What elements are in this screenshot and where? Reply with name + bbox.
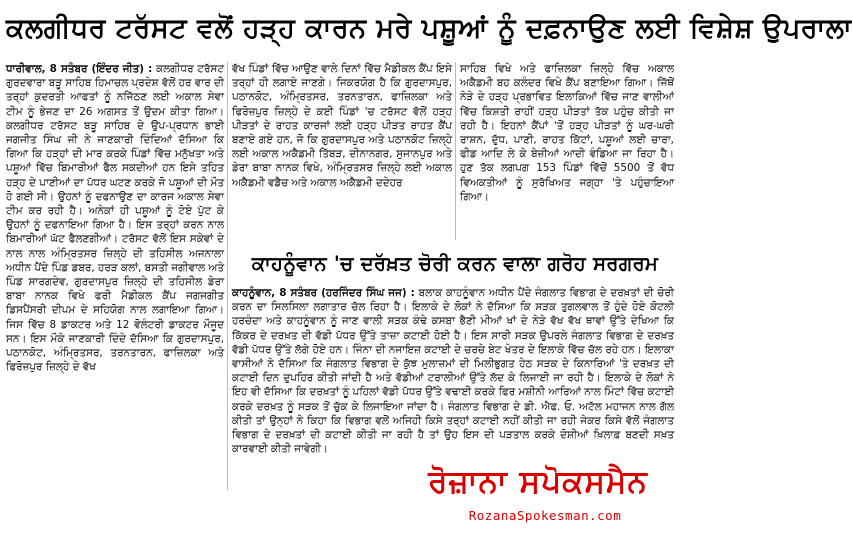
story1-text: ਕਲਗੀਧਰ ਟਰੱਸਟ ਗੁਰਦਵਾਰਾ ਬੜੂ ਸਾਹਿਬ ਹਿਮਾਚਲ ਪ੍ਰਦੇਸ਼ ਵੱਲੋਂ ਹਰ ਵਾਰ ਦੀ ਤਰ੍ਹਾਂ ਕੁਦਰਤੀ ਆਫਤਾਂ ਨੂੰ ਨਜਿੱਠਣ ਲਈ ਅਕਾਲ ਸੇਵਾ ਟੀਮ ਨੂੰ ਭੇਜਣ ਦਾ 26 ਅਗਸਤ ਤੋਂ ਉਦਮ ਕੀਤਾ ਗਿਆ। ਕਲਗੀਧਰ ਟਰੱਸਟ ਬੜੂ ਸਾਹਿਬ ਦੇ ਉਪ-ਪ੍ਰਧਾਨ ਭਾਈ ਜਗਜੀਤ ਸਿੰਘ ਜੀ ਨੇ ਜਾਣਕਾਰੀ ਦਿੰਦਿਆਂ ਦੱਸਿਆ ਕਿ ਗਿਆ ਕਿ ਹੜ੍ਹਾਂ ਦੀ ਮਾਰ ਕਰਕੇ ਪਿੰਡਾਂ ਵਿੱਚ ਮਨੁੱਖਤਾ ਅਤੇ ਪਸ਼ੂਆਂ ਵਿੱਚ ਬਿਮਾਰੀਆਂ ਫੈਲ ਸਕਦੀਆਂ ਹਨ ਇਸੇ ਤਹਿਤ ਹੜ੍ਹ ਦੇ ਪਾਣੀਆਂ ਦਾ ਪੱਧਰ ਘਟਣ ਕਰਕੇ ਜੋ ਪਸ਼ੂਆਂ ਦੀ ਮੌਤ ਹੋ ਗਈ ਸੀ। ਉਹਨਾਂ ਨੂੰ ਦਫਨਾਉਣ ਦਾ ਕਾਰਜ ਅਕਾਲ ਸੇਵਾ ਟੀਮ ਕਰ ਰਹੀ ਹੈ। ਅਨੇਕਾਂ ਹੀ ਪਸ਼ੂਆਂ ਨੂੰ ਟੋਏ ਪੁੱਟ ਕੇ ਉਹਨਾਂ ਨੂੰ ਦਫਨਾਇਆ ਗਿਆ ਹੈ। ਇਸ ਤਰ੍ਹਾਂ ਕਰਨ ਨਾਲ ਬਿਮਾਰੀਆਂ ਘੱਟ ਫੈਲਣਗੀਆਂ। ਟਰੱਸਟ ਵੱਲੋਂ ਇਸ ਸਕੇਵਾਂ ਦੇ ਨਾਲ ਨਾਲ ਅੰਮ੍ਰਿਤਸਰ ਜ਼ਿਲ੍ਹੇ ਦੀ ਤਹਿਸੀਲ ਅਜਨਾਲਾ ਅਧੀਨ ਪੈਂਦੇ ਪਿੰਡ ਡਬਰ, ਹਰੜ ਕਲਾਂ, ਬਸਤੀ ਜਗੀਵਾਲ ਅਤੇ ਪਿੰਡ ਸਾਰਗਦੇਵ, ਗੁਰਦਾਸਪੁਰ ਜ਼ਿਲ੍ਹੇ ਦੀ ਤਹਿਸੀਲ ਡੇਰਾ ਬਾਬਾ ਨਾਨਕ ਵਿਖੇ ਫਰੀ ਮੈਡੀਕਲ ਕੈਂਪ ਜਗਜਗੀਤ ਡਿਸਪੈਂਸਰੀ ਦੀਪਮ ਦੇ ਸਹਿਯੋਗ ਨਾਲ ਲਗਾਇਆ ਗਿਆ। ਜਿਸ ਵਿੱਚ 8 ਡਾਕਟਰ ਅਤੇ 12 ਵੋਲੰਟਰੀ ਡਾਕਟਰ ਮੌਜੂਦ ਸਨ। ਇਸ ਮੌਕੇ ਜਾਣਕਾਰੀ ਦਿੰਦੇ ਦੱਸਿਆ ਕਿ ਗੁਰਦਾਸਪੁਰ, ਪਠਾਨਕੋਟ, ਅੰਮ੍ਰਿਤਸਰ, ਤਰਨਤਾਰਨ, ਫਾਜ਼ਿਲਕਾ ਅਤੇ ਫਿਰੋਜ਼ਪੁਰ ਜ਼ਿਲ੍ਹੇ ਦੇ ਵੱਖ (6, 63, 225, 374)
story1-column-1 (6, 62, 224, 490)
story2-dateline: ਕਾਹਨੂੰਵਾਨ, 8 ਸਤੰਬਰ (ਹਰਜਿੰਦਰ ਸਿੰਘ ਜਜ) : (232, 287, 415, 299)
column-divider (455, 62, 456, 240)
newspaper-masthead-logo: ਰੋਜ਼ਾਨਾ ਸਪੋਕਸਮੈਨ (428, 464, 648, 500)
story1-text: ਵੱਖ ਪਿੰਡਾਂ ਵਿੱਚ ਆਉਣ ਵਾਲੇ ਦਿਨਾਂ ਵਿੱਚ ਮੈਡੀਕਲ ਕੈਂਪ ਇਸੇ ਤਰ੍ਹਾਂ ਹੀ ਲਗਾਏ ਜਾਣਗੇ। ਜਿਕਰਯੋਗ ਹੈ ਕਿ ਗੁਰਦਾਸਪੁਰ, ਪਠਾਨਕੋਟ, ਅੰਮ੍ਰਿਤਸਰ, ਤਰਨਤਾਰਨ, ਫਾਜ਼ਿਲਕਾ ਅਤੇ ਫਿਰੋਜ਼ਪੁਰ ਜ਼ਿਲ੍ਹੇ ਦੇ ਕਈ ਪਿੰਡਾਂ 'ਚ ਟਰੱਸਟ ਵੱਲੋਂ ਹੜ੍ਹ ਪੀੜਤਾਂ ਦੇ ਰਾਹਤ ਕਾਰਜਾਂ ਲਈ ਹੜ੍ਹ ਪੀੜਤ ਰਾਹਤ ਕੈਂਪ ਬਣਾਏ ਗਏ ਹਨ, ਜੋ ਕਿ ਗੁਰਦਾਸਪੁਰ ਅਤੇ ਪਠਾਨਕੋਟ ਜ਼ਿਲ੍ਹੇ ਲਈ ਅਕਾਲ ਅਕੈਡਮੀ ਤਿੱਬੜ, ਦੀਨਾਨਗਰ, ਸੁਜਾਨਪੁਰ ਅਤੇ ਡੇਰਾ ਬਾਬਾ ਨਾਨਕ ਵਿਖੇ, ਅੰਮ੍ਰਿਤਸਰ ਜ਼ਿਲ੍ਹੇ ਲਈ ਅਕਾਲ ਅਕੈਡਮੀ ਵਡੈਚ ਅਤੇ ਅਕਾਲ ਅਕੈਡਮੀ ਦਦੇਹਰ (232, 63, 452, 189)
main-headline: ਕਲਗੀਧਰ ਟਰੱਸਟ ਵਲੋਂ ਹੜ੍ਹ ਕਾਰਨ ਮਰੇ ਪਸ਼ੂਆਂ ਨੂੰ ਦਫ਼ਨਾਉਣ ਲਈ ਵਿਸ਼ੇਸ਼ ਉਪਰਾਲਾ (6, 13, 852, 44)
story1-paragraph (6, 62, 224, 374)
story2-body (232, 286, 674, 456)
story2-headline: ਕਾਹਨੂੰਵਾਨ 'ਚ ਦਰੱਖ਼ਤ ਚੋਰੀ ਕਰਨ ਵਾਲਾ ਗਰੋਹ ਸਰਗਰਮ (251, 252, 659, 275)
story2-paragraph (232, 286, 674, 456)
story1-column-3 (460, 62, 674, 240)
story1-column-2 (232, 62, 452, 240)
column-divider (227, 62, 228, 490)
website-url: RozanaSpokesman.com (468, 508, 622, 523)
story1-dateline: ਧਾਰੀਵਾਲ, 8 ਸਤੰਬਰ (ਇੰਦਰ ਜੀਤ) : (6, 63, 153, 75)
story1-text: ਸਾਹਿਬ ਵਿਖੇ ਅਤੇ ਫਾਜ਼ਿਲਕਾ ਜ਼ਿਲ੍ਹੇ ਵਿੱਚ ਅਕਾਲ ਅਕੈਡਮੀ ਬਹ ਕਲੰਦਰ ਵਿਖੇ ਕੈਂਪ ਬਣਾਇਆ ਗਿਆ। ਜਿੱਥੋਂ ਨੇੜੇ ਦੇ ਹੜ੍ਹ ਪ੍ਰਭਾਵਿਤ ਇਲਾਕਿਆਂ ਵਿੱਚ ਜਾਣ ਵਾਲੀਆਂ ਵਿੱਚ ਕਿਸ਼ਤੀ ਰਾਹੀਂ ਹੜ੍ਹ ਪੀੜਤਾਂ ਤੱਕ ਪਹੁੰਚ ਕੀਤੀ ਜਾ ਰਹੀ ਹੈ। ਇਹਨਾਂ ਕੈਂਪਾਂ 'ਤੋਂ ਹੜ੍ਹ ਪੀੜਤਾਂ ਨੂੰ ਘਰ-ਘਰੀ ਰਾਸ਼ਨ, ਦੁੱਧ, ਪਾਣੀ, ਰਾਹਤ ਕਿੱਟਾਂ, ਪਸ਼ੂਆਂ ਲਈ ਚਾਰਾ, ਫੀਡ ਆਦਿ ਲੇ ਕੇ ਬੇਜ਼ੀਆਂ ਆਦੀ ਵੰਡਿਆ ਜਾ ਰਿਹਾ ਹੈ। ਹੁਣ ਤੱਕ ਲਗਪਗ 153 ਪਿੰਡਾਂ ਵਿੱਚੋਂ 5500 ਤੋਂ ਵੱਧ ਵਿਅਕਤੀਆਂ ਨੂੰ ਸੁਰੱਖਿਅਤ ਜਗ੍ਹਾ 'ਤੇ ਪਹੁੰਚਾਇਆ ਗਿਆ। (460, 63, 674, 203)
story2-text: ਬਲਾਕ ਕਾਹਨੂੰਵਾਨ ਅਧੀਨ ਪੈਂਦੇ ਜੰਗਲਾਤ ਵਿਭਾਗ ਦੇ ਦਰਖ਼ਤਾਂ ਦੀ ਚੋਰੀ ਕਰਨ ਦਾ ਸਿਲਸਿਲਾ ਲਗਾਤਾਰ ਚੱਲ ਰਿਹਾ ਹੈ। ਇਲਾਕੇ ਦੇ ਲੋਕਾਂ ਨੇ ਦੱਸਿਆ ਕਿ ਸੜਕ ਤੁਗਲਵਾਲ ਤੋਂ ਹੁੰਦੇ ਹੋਏ ਕੋਟਲੀ ਹਰਚੰਦਾ ਅਤੇ ਕਾਹਨੂੰਵਾਨ ਨੂੰ ਜਾਣ ਵਾਲੀ ਸੜਕ ਕੰਢੇ ਕਸਬਾ ਭੈਣੀ ਮੀਆਂ ਖਾਂ ਦੇ ਨੇੜੇ ਵੱਖ ਵੱਖ ਥਾਵਾਂ ਉੱਤੇ ਦੇਖਿਆ ਕਿ ਕਿੱਕਰ ਦੇ ਦਰਖ਼ਤ ਦੀ ਵੱਡੀ ਪੱਧਰ ਉੱਤੇ ਤਾਜ਼ਾ ਕਟਾਈ ਹੋਈ ਹੈ। ਇਸ ਸਾਰੀ ਸੜਕ ਉਪਰਲੇ ਜੰਗਲਾਤ ਵਿਭਾਗ ਦੇ ਦਰਖ਼ਤ ਵੱਡੀ ਪੱਧਰ ਉੱਤੇ ਲੱਗੇ ਹੋਏ ਹਨ। ਜਿੰਨਾ ਦੀ ਨਜਾਇਜ਼ ਕਟਾਈ ਦੇ ਚਰਚੇ ਬੇਟ ਖੇਤਰ ਦੇ ਇਲਾਕੇ ਵਿੱਚ ਚੱਲ ਰਹੇ ਹਨ। ਇਲਾਕਾ ਵਾਸੀਆਂ ਨੇ ਦੱਸਿਆ ਕਿ ਜੰਗਲਾਤ ਵਿਭਾਗ ਦੇ ਕੁੱਝ ਮੁਲਾਜ਼ਮਾਂ ਦੀ ਮਿਲੀਭੁਗਤ ਹੇਠ ਸੜਕ ਦੇ ਕਿਨਾਰਿਆਂ 'ਤੇ ਦਰਖ਼ਤ ਦੀ ਕਟਾਈ ਦਿਨ ਦੁਪਹਿਰ ਕੀਤੀ ਜਾਂਦੀ ਹੈ ਅਤੇ ਵੱਡੀਆਂ ਟਰਾਲੀਆਂ ਉੱਤੇ ਲੱਦ ਕੇ ਲਿਜਾਈ ਜਾ ਰਹੀ ਹੈ। ਇਲਾਕੇ ਦੇ ਲੋਕਾਂ ਨੇ ਇਹ ਵੀ ਦੱਸਿਆ ਕਿ ਦਰਖ਼ਤਾਂ ਨੂੰ ਪਹਿਲਾਂ ਵੱਡੀ ਪੱਧਰ ਉੱਤੇ ਵਢਾਈ ਕਰਕੇ ਫਿਰ ਮਸ਼ੀਨੀ ਆਰਿਆਂ ਨਾਲ ਮਿੰਟਾਂ ਵਿੱਚ ਕਟਾਈ ਕਰਕੇ ਦਰਖ਼ਤ ਨੂੰ ਸੜਕ ਤੋਂ ਚੁੱਕ ਕੇ ਲਿਜਾਇਆ ਜਾਂਦਾ ਹੈ। ਜੰਗਲਾਤ ਵਿਭਾਗ ਦੇ ਡੀ. ਐਫ. ਓ. ਅਟੱਲ ਮਹਾਜਨ ਨਾਲ ਗੱਲ ਕੀਤੀ ਤਾਂ ਉਨ੍ਹਾਂ ਨੇ ਕਿਹਾ ਕਿ ਵਿਭਾਗ ਵਲੋਂ ਅਜਿਹੀ ਕਿਸੇ ਤਰ੍ਹਾਂ ਕਟਾਈ ਨਹੀਂ ਕੀਤੀ ਜਾ ਰਹੀ ਜੇਕਰ ਕਿਸੇ ਵੱਲੋਂ ਜੰਗਲਾਤ ਵਿਭਾਗ ਦੇ ਦਰਖ਼ਤਾਂ ਦੀ ਕਟਾਈ ਕੀਤੀ ਜਾ ਰਹੀ ਹੈ ਤਾਂ ਉਹ ਇਸ ਦੀ ਪੜਤਾਲ ਕਰਕੇ ਦੋਸ਼ੀਆਂ ਖ਼ਿਲਾਫ਼ ਬਣਦੀ ਸਖ਼ਤ ਕਾਰਵਾਈ ਕੀਤੀ ਜਾਵੇਗੀ। (232, 287, 674, 456)
